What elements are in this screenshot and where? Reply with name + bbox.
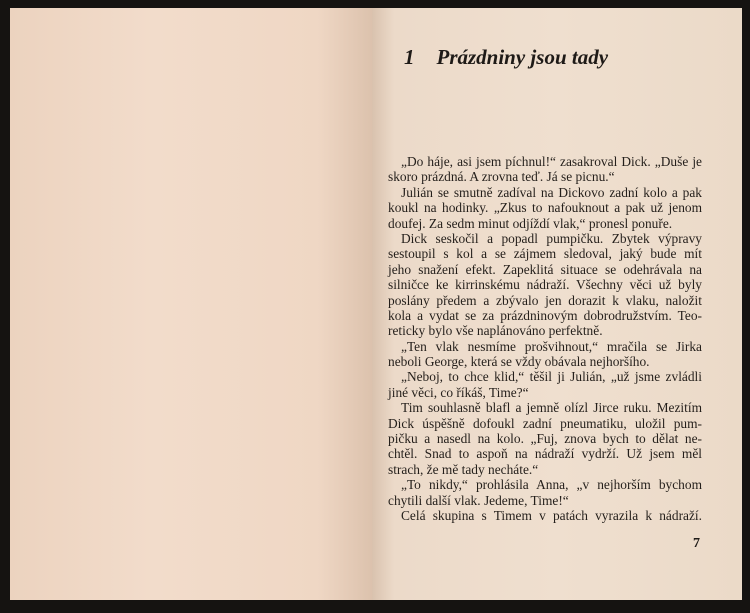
left-page-blank bbox=[10, 8, 372, 600]
text-line: Julián se smutně zadíval na Dickovo zadní kolo a pak bbox=[401, 184, 702, 200]
text-line: reticky bylo vše naplánováno perfektně. bbox=[388, 323, 603, 339]
text-line: kola a vydat se za prázdninovým dobrodružstvím. Teo- bbox=[388, 307, 702, 323]
text-line: jeho snažení efekt. Zapeklitá situace se odehrávala na bbox=[388, 261, 702, 277]
text-line: Dick úspěšně dofoukl zadní pneumatiku, uložil pum- bbox=[388, 415, 702, 431]
text-line: pičku a nasedl na kolo. „Fuj, znova bych to dělat ne- bbox=[388, 431, 702, 447]
chapter-heading bbox=[404, 45, 608, 70]
text-line: „Do háje, asi jsem píchnul!“ zasakroval Dick. „Duše je bbox=[401, 154, 702, 169]
page-number: 7 bbox=[693, 536, 700, 551]
text-line: Celá skupina s Timem v patách vyrazila k nádraží. bbox=[401, 507, 702, 523]
text-line: chytili další vlak. Jedeme, Time!“ bbox=[388, 492, 569, 508]
text-line: poslány předem a zbývalo jen dorazit k vlaku, naložit bbox=[388, 292, 702, 308]
text-line: jiné věci, co říkáš, Time?“ bbox=[388, 384, 529, 400]
text-line: „Ten vlak nesmíme prošvihnout,“ mračila se Jirka bbox=[401, 338, 702, 354]
text-line: sestoupil s kol a se zájmem sledoval, jaký bude mít bbox=[388, 246, 702, 262]
text-line: „To nikdy,“ prohlásila Anna, „v nejhorším bychom bbox=[401, 477, 702, 493]
text-line: skoro prázdná. A zrovna teď. Já se picnu.“ bbox=[388, 169, 615, 185]
text-line: koukl na hodinky. „Zkus to nafouknout a pak už jenom bbox=[388, 200, 702, 216]
text-line: „Neboj, to chce klid,“ těšil ji Julián, „už jsme zvládli bbox=[401, 369, 702, 385]
chapter-number: 1 bbox=[404, 45, 415, 69]
text-line: chtěl. Snad to aspoň na nádraží vydrží. Už jsem měl bbox=[388, 446, 702, 462]
text-line: Dick seskočil a popadl pumpičku. Zbytek výpravy bbox=[401, 230, 702, 246]
text-line: Tim souhlasně blafl a jemně olízl Jirce ruku. Mezitím bbox=[401, 400, 702, 416]
text-line: neboli George, která se vždy obávala nejhoršího. bbox=[388, 354, 650, 370]
chapter-title: Prázdniny jsou tady bbox=[436, 45, 609, 69]
text-line: silničce ke kirrinskému nádraží. Všechny věci už byly bbox=[388, 277, 702, 293]
chapter-body-text bbox=[388, 154, 702, 523]
text-line: doufej. Za sedm minut odjíždí vlak,“ pronesl ponuře. bbox=[388, 215, 673, 231]
text-line: strach, že mě tady necháte.“ bbox=[388, 461, 539, 477]
